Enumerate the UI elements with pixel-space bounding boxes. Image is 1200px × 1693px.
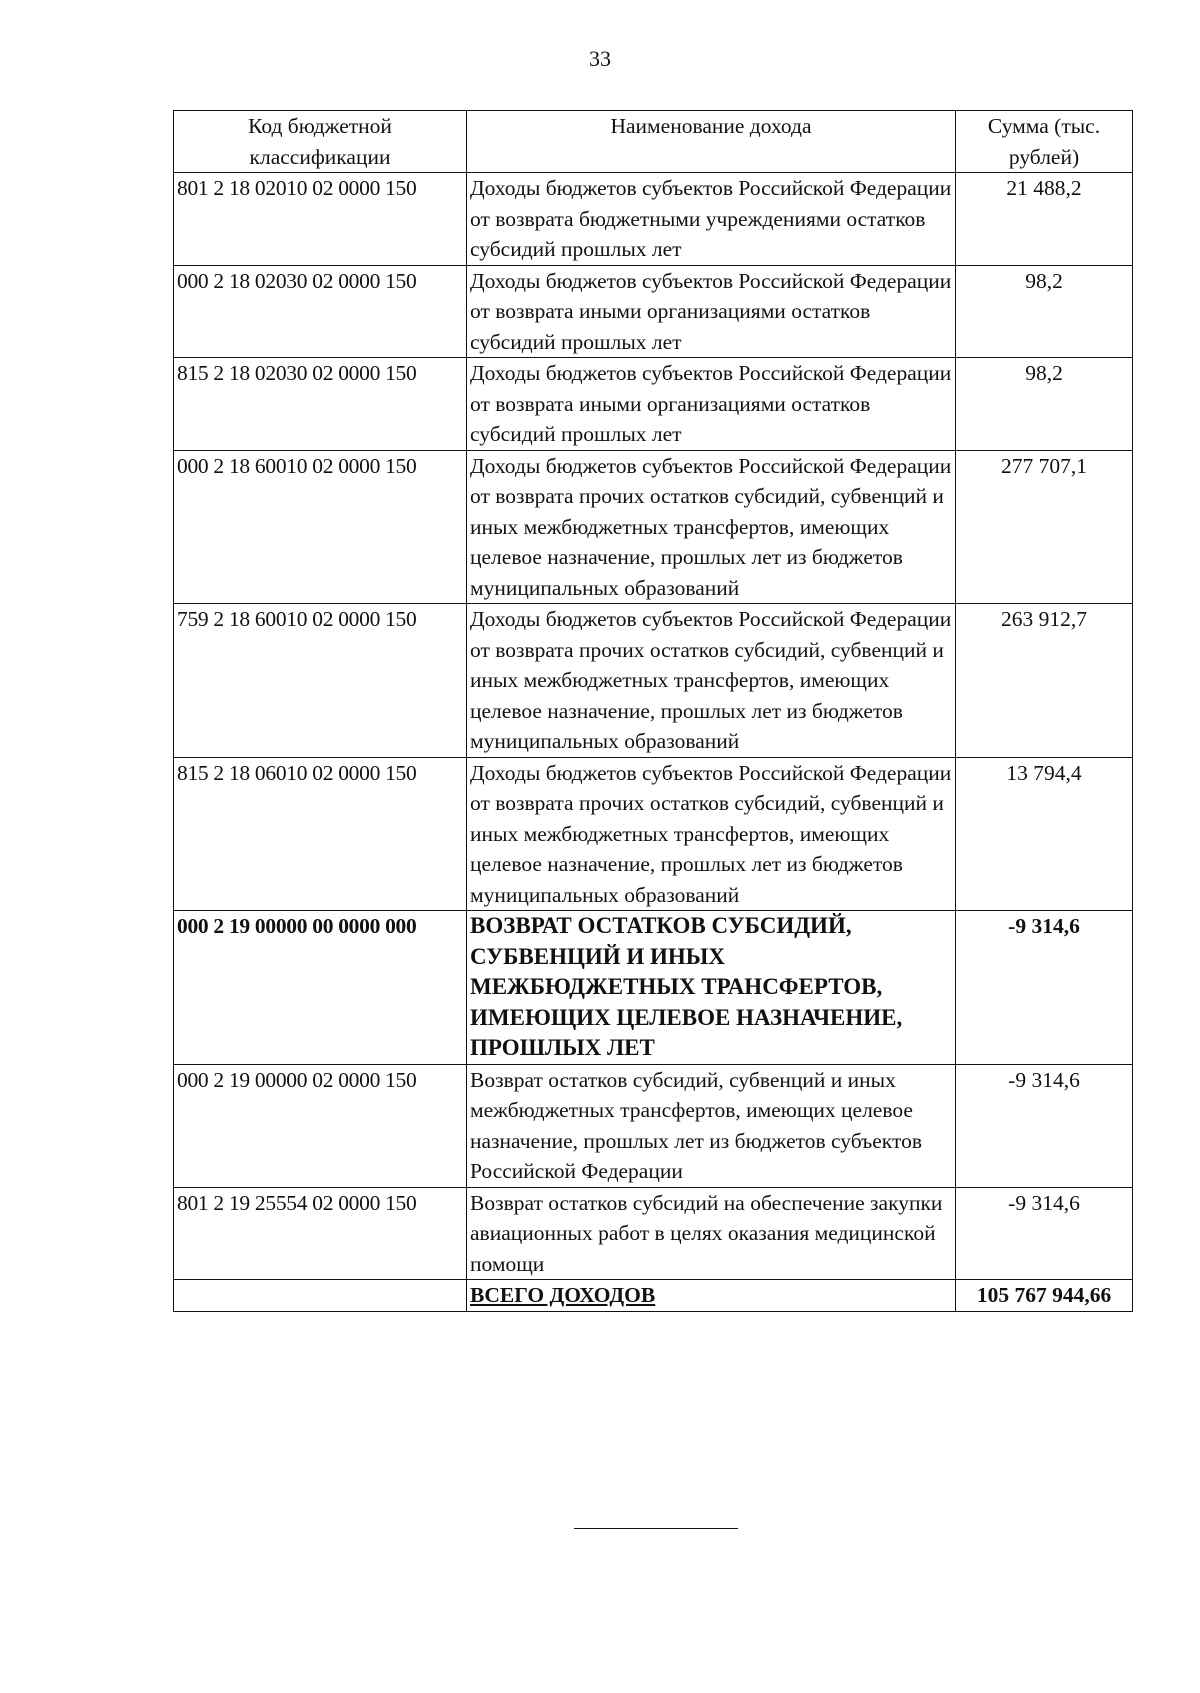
table-row	[174, 1064, 1133, 1187]
table-row-section	[174, 911, 1133, 1065]
row-code: 801 2 19 25554 02 0000 150	[174, 1187, 467, 1280]
table-row	[174, 757, 1133, 911]
row-code: 815 2 18 06010 02 0000 150	[174, 757, 467, 911]
total-label: ВСЕГО ДОХОДОВ	[467, 1280, 956, 1312]
row-sum: -9 314,6	[956, 911, 1133, 1065]
row-name: Доходы бюджетов субъектов Российской Федерации от возврата иными организациями остатков субсидий прошлых лет	[467, 265, 956, 358]
row-name: Возврат остатков субсидий на обеспечение закупки авиационных работ в целях оказания медицинской помощи	[467, 1187, 956, 1280]
row-name: Возврат остатков субсидий, субвенций и иных межбюджетных трансфертов, имеющих целевое назначение, прошлых лет из бюджетов субъектов Российской Федерации	[467, 1064, 956, 1187]
row-name: Доходы бюджетов субъектов Российской Федерации от возврата прочих остатков субсидий, субвенций и иных межбюджетных трансфертов, имеющих целевое назначение, прошлых лет из бюджетов муниципальных образований	[467, 604, 956, 758]
row-sum: -9 314,6	[956, 1064, 1133, 1187]
row-code: 000 2 19 00000 02 0000 150	[174, 1064, 467, 1187]
row-name: Доходы бюджетов субъектов Российской Федерации от возврата прочих остатков субсидий, субвенций и иных межбюджетных трансфертов, имеющих целевое назначение, прошлых лет из бюджетов муниципальных образований	[467, 450, 956, 604]
row-code: 000 2 18 60010 02 0000 150	[174, 450, 467, 604]
table-header-row	[174, 111, 1133, 173]
row-code: 815 2 18 02030 02 0000 150	[174, 358, 467, 451]
total-empty-cell	[174, 1280, 467, 1312]
table-row	[174, 1187, 1133, 1280]
header-code: Код бюджетной классификации	[174, 111, 467, 173]
row-code: 000 2 18 02030 02 0000 150	[174, 265, 467, 358]
row-sum: 277 707,1	[956, 450, 1133, 604]
end-divider	[574, 1528, 738, 1529]
row-code: 759 2 18 60010 02 0000 150	[174, 604, 467, 758]
table-row	[174, 450, 1133, 604]
row-sum: -9 314,6	[956, 1187, 1133, 1280]
row-sum: 263 912,7	[956, 604, 1133, 758]
row-sum: 13 794,4	[956, 757, 1133, 911]
row-name: Доходы бюджетов субъектов Российской Федерации от возврата прочих остатков субсидий, субвенций и иных межбюджетных трансфертов, имеющих целевое назначение, прошлых лет из бюджетов муниципальных образований	[467, 757, 956, 911]
row-code: 000 2 19 00000 00 0000 000	[174, 911, 467, 1065]
row-sum: 98,2	[956, 358, 1133, 451]
row-name: ВОЗВРАТ ОСТАТКОВ СУБСИДИЙ, СУБВЕНЦИЙ И ИНЫХ МЕЖБЮДЖЕТНЫХ ТРАНСФЕРТОВ, ИМЕЮЩИХ ЦЕЛЕВОЕ НАЗНАЧЕНИЕ, ПРОШЛЫХ ЛЕТ	[467, 911, 956, 1065]
header-sum: Сумма (тыс. рублей)	[956, 111, 1133, 173]
row-name: Доходы бюджетов субъектов Российской Федерации от возврата бюджетными учреждениями остатков субсидий прошлых лет	[467, 173, 956, 266]
table-row	[174, 604, 1133, 758]
table-row	[174, 358, 1133, 451]
row-name: Доходы бюджетов субъектов Российской Федерации от возврата иными организациями остатков субсидий прошлых лет	[467, 358, 956, 451]
table-row	[174, 265, 1133, 358]
total-sum: 105 767 944,66	[956, 1280, 1133, 1312]
page-number: 33	[589, 46, 611, 71]
table-row	[174, 173, 1133, 266]
row-code: 801 2 18 02010 02 0000 150	[174, 173, 467, 266]
revenue-table	[173, 110, 1133, 1312]
row-sum: 21 488,2	[956, 173, 1133, 266]
total-row	[174, 1280, 1133, 1312]
row-sum: 98,2	[956, 265, 1133, 358]
header-name: Наименование дохода	[467, 111, 956, 173]
